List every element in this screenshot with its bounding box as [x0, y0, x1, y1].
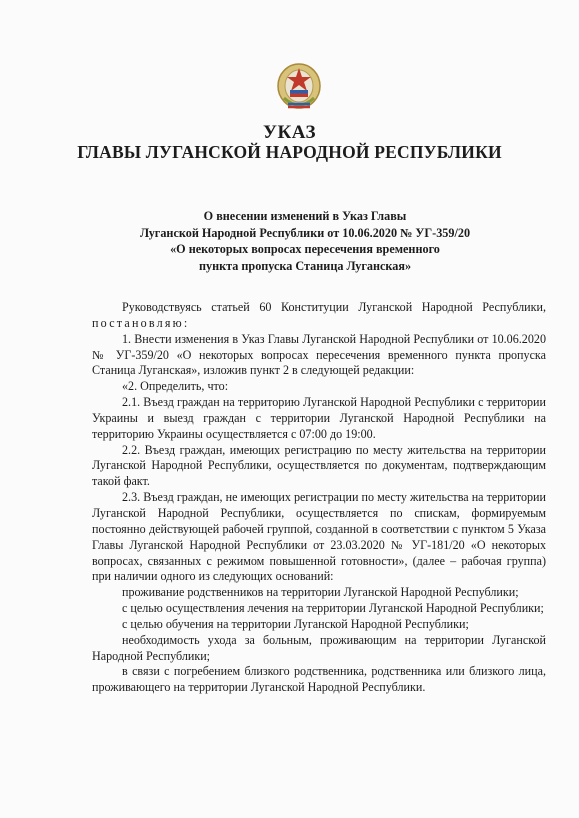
- ground-item: с целью осуществления лечения на территории Луганской Народной Республики;: [122, 601, 544, 616]
- subject-line: «О некоторых вопросах пересечения временного: [170, 242, 440, 257]
- paragraph-2-2: 2.2. Въезд граждан, имеющих регистрацию по месту жительства на территории Луганской Народной Республики, осуществляется по документам, подтверждающим такой факт.: [92, 442, 546, 489]
- decree-issuer: ГЛАВЫ ЛУГАНСКОЙ НАРОДНОЙ РЕСПУБЛИКИ: [77, 142, 502, 162]
- subject-line: пункта пропуска Станица Луганская»: [198, 258, 412, 273]
- decree-subject: [100, 208, 510, 274]
- decree-body: [92, 300, 546, 696]
- paragraph-2-3: 2.3. Въезд граждан, не имеющих регистрации по месту жительства на территории Луганской Народной Республики, осуществляется по спискам, формируемым постоянно действующей рабочей группой, созданной в соответствии с пунктом 5 Указа Главы Луганской Народной Республики от 23.03.2020 № УГ-181/20 «О некоторых вопросах, связанных с режимом повышенной готовности», (далее – рабочая группа) при наличии одного из следующих оснований:: [92, 490, 546, 584]
- preamble-paragraph: [92, 300, 546, 332]
- paragraph-1: 1. Внести изменения в Указ Главы Луганской Народной Республики от 10.06.2020 № УГ-359/20 «О некоторых вопросах пересечения временного пункта пропуска Станица Луганская», изложив пункт 2 в следующей редакции:: [92, 331, 546, 378]
- ground-item: с целью обучения на территории Луганской Народной Республики;: [122, 616, 469, 631]
- preamble-colon: :: [183, 315, 188, 330]
- subject-line: Луганской Народной Республики от 10.06.2020 № УГ-359/20: [139, 225, 471, 240]
- lnr-coat-of-arms-icon: [276, 62, 322, 114]
- paragraph-2: «2. Определить, что:: [122, 379, 229, 394]
- paragraph-2-1: 2.1. Въезд граждан на территорию Луганской Народной Республики с территории Украины и выезд граждан с территории Луганской Народной Республики на территорию Украины осуществляется с 07:00 до 19:00.: [92, 395, 546, 441]
- subject-line: О внесении изменений в Указ Главы: [203, 209, 407, 223]
- decree-title: УКАЗ: [263, 122, 316, 143]
- preamble-text: Руководствуясь статьей 60 Конституции Луганской Народной Республики,: [122, 300, 546, 314]
- ground-item: в связи с погребением близкого родственника, родственника или близкого лица, проживающего на территории Луганской Народной Республики.: [92, 664, 546, 695]
- resolve-word: постановляю: [92, 315, 184, 330]
- ground-item: необходимость ухода за больным, проживающим на территории Луганской Народной Республики;: [92, 632, 546, 663]
- ground-item: проживание родственников на территории Луганской Народной Республики;: [122, 585, 519, 600]
